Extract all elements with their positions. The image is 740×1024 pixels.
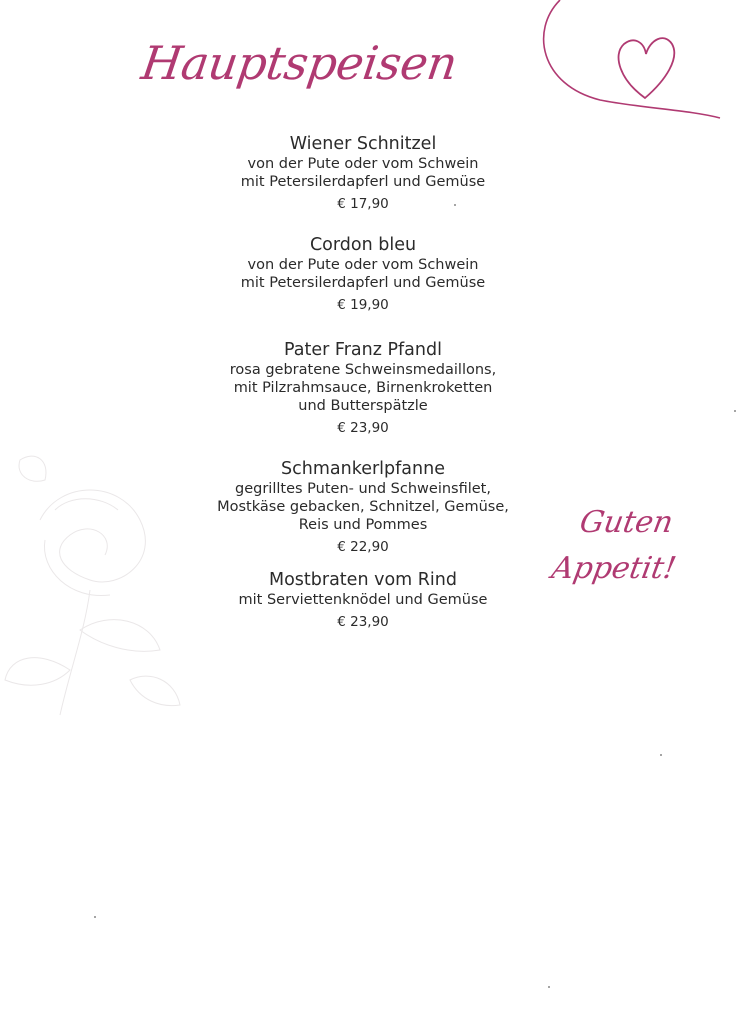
heart-swirl-icon [520,0,740,130]
rose-line-art-icon [0,440,200,720]
speck [454,204,456,206]
dish-price: € 19,90 [337,297,389,313]
speck [548,986,550,988]
dish-description: mit Serviettenknödel und Gemüse [238,592,488,608]
speck [660,754,662,756]
dish-description: mit Pilzrahmsauce, Birnenkroketten [233,380,493,396]
greeting-line-2: Appetit! [548,551,679,586]
dish-name: Schmankerlpfanne [281,459,445,479]
dish-description: Reis und Pommes [298,517,428,533]
dish-item [188,570,538,631]
dish-item [188,459,538,556]
dish-description: gegrilltes Puten- und Schweinsfilet, [235,481,491,497]
dish-name: Wiener Schnitzel [289,134,437,154]
dish-description: von der Pute oder vom Schwein [247,257,479,273]
dish-item [188,235,538,314]
dish-item [188,340,538,437]
dish-description: mit Petersilerdapferl und Gemüse [240,275,486,291]
dish-price: € 22,90 [337,539,389,555]
dish-name: Pater Franz Pfandl [284,340,442,360]
dish-price: € 17,90 [337,196,389,212]
dish-description: und Butterspätzle [298,398,428,414]
dish-description: von der Pute oder vom Schwein [247,156,479,172]
dish-description: rosa gebratene Schweinsmedaillons, [229,362,497,378]
dish-description: mit Petersilerdapferl und Gemüse [240,174,486,190]
dish-list [188,134,538,631]
dish-price: € 23,90 [337,420,389,436]
dish-description: Mostkäse gebacken, Schnitzel, Gemüse, [217,499,509,515]
dish-name: Mostbraten vom Rind [269,570,457,590]
greeting-line-1: Guten [577,505,676,540]
dish-item [188,134,538,213]
speck [734,410,736,412]
greeting-text [548,500,694,592]
speck [94,916,96,918]
page-title: Hauptspeisen [138,36,461,90]
dish-name: Cordon bleu [309,235,417,255]
dish-price: € 23,90 [337,614,389,630]
